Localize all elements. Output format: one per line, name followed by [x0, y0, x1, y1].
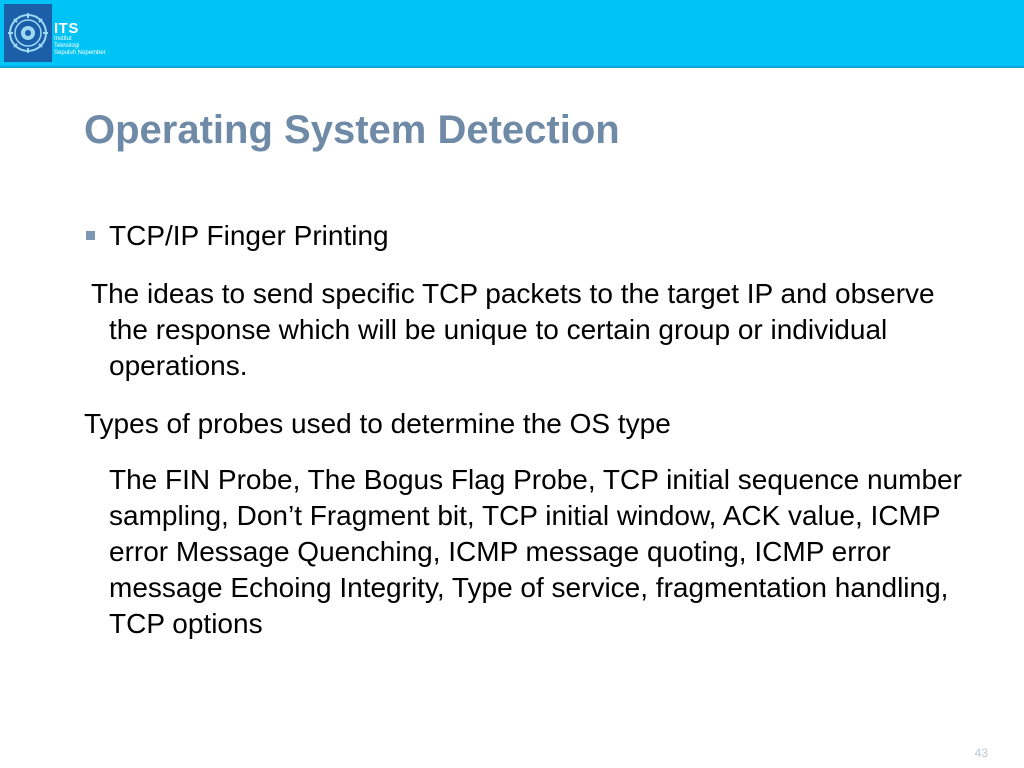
paragraph-probe-list: The FIN Probe, The Bogus Flag Probe, TCP initial sequence number sampling, Don’t Fragment bit, TCP initial window, ACK value, ICMP error Message Quenching, ICMP message quoting, ICMP error message Echoing Integrity, Type of service, fragmentation handling, TCP options — [109, 464, 962, 639]
logo-sub-text: Institut — [54, 36, 72, 42]
slide-title: Operating System Detection — [84, 108, 620, 152]
logo-its-text: ITS — [54, 20, 79, 37]
page-number: 43 — [974, 746, 988, 760]
its-seal-logo — [4, 4, 52, 62]
header-bar — [0, 0, 1024, 68]
logo-sub-text: Teknologi — [54, 43, 80, 49]
paragraph-probe-types: Types of probes used to determine the OS type — [84, 408, 671, 439]
bullet-text: TCP/IP Finger Printing — [109, 220, 389, 251]
logo-sub-text: Sepuluh Nopember — [54, 50, 106, 56]
bullet-item — [84, 218, 969, 254]
paragraph-ideas: The ideas to send specific TCP packets to the target IP and observe the response which will be unique to certain group or individual operations. — [91, 278, 935, 381]
square-bullet-icon — [86, 231, 95, 240]
its-wordmark — [54, 21, 106, 57]
